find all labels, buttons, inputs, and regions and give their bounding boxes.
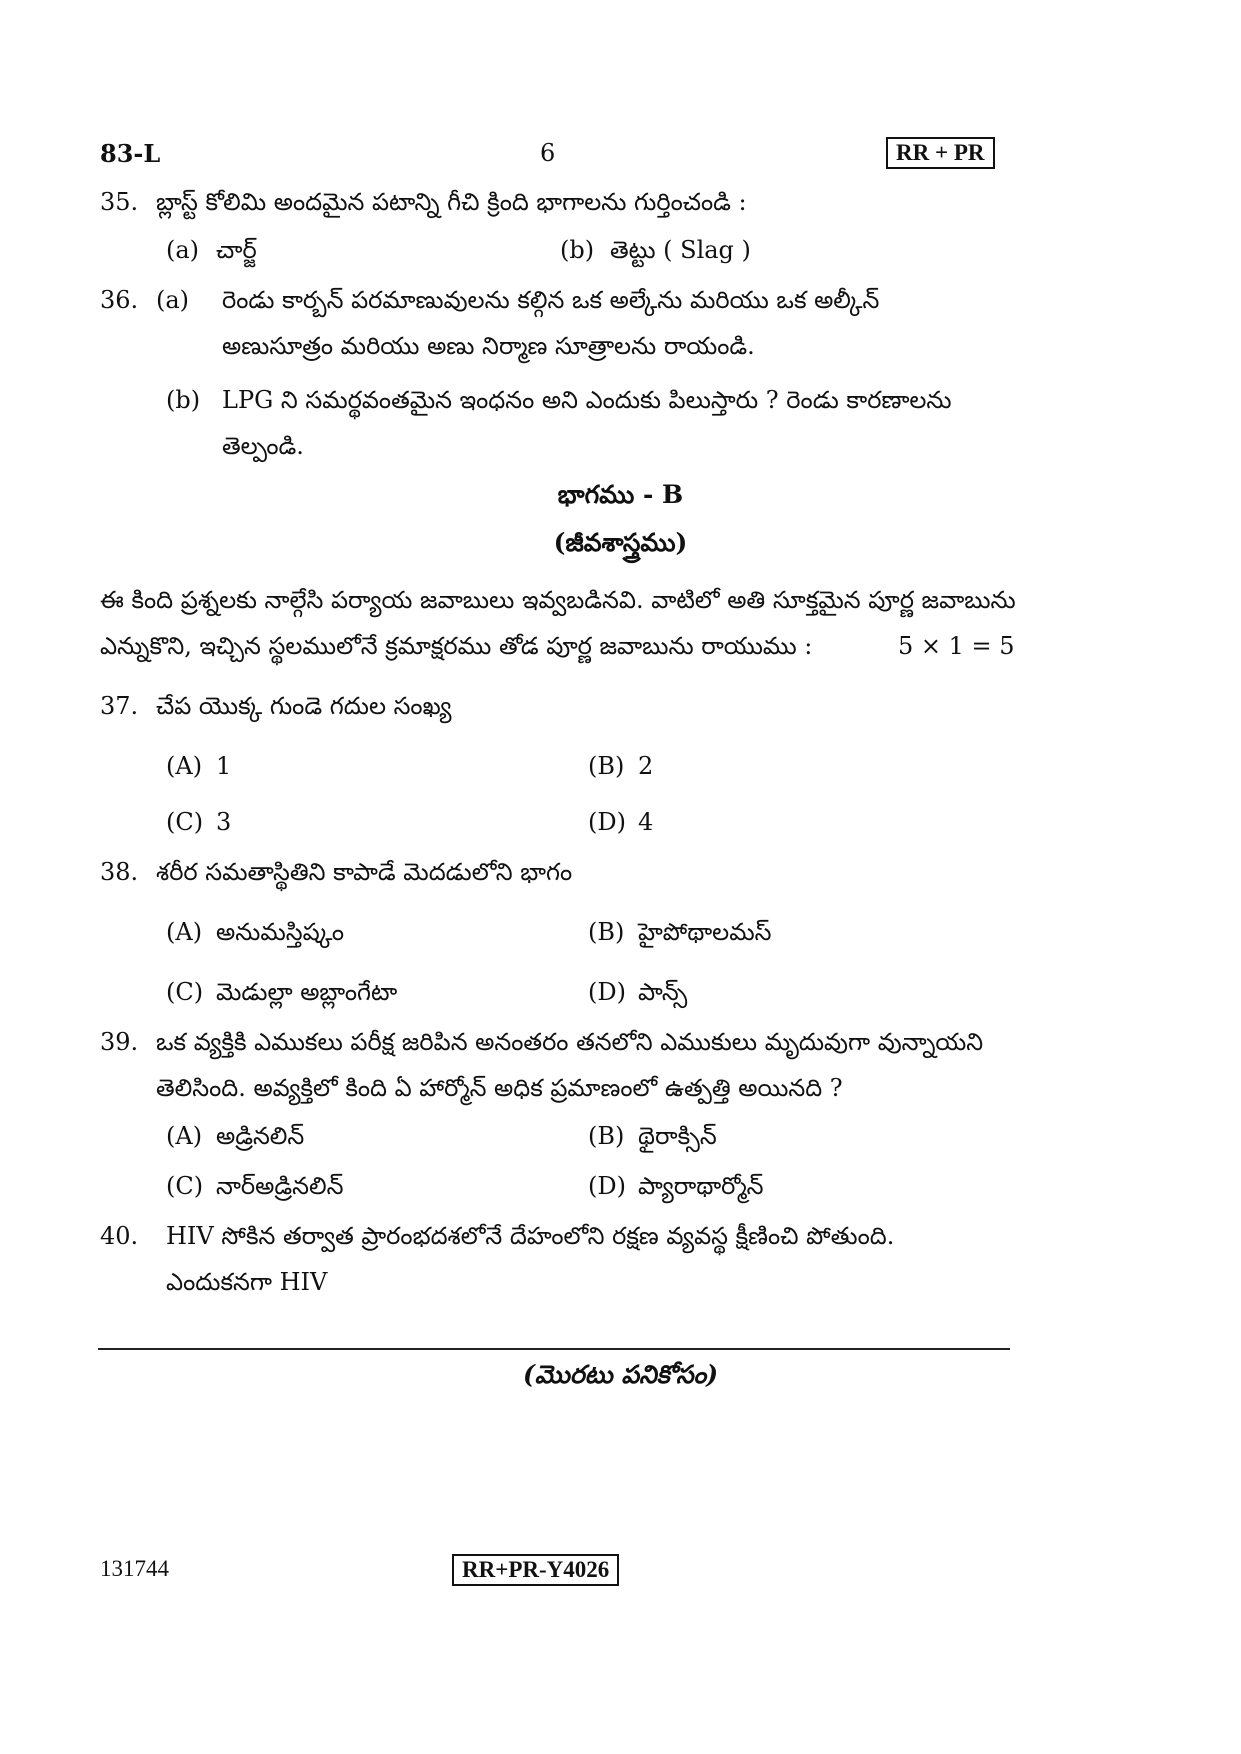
option-label: (C) bbox=[166, 978, 204, 1006]
option-label: (C) bbox=[166, 1172, 204, 1200]
option-label: (B) bbox=[588, 918, 625, 946]
text-line: HIV సోకిన తర్వాత ప్రారంభదశలోనే దేహంలోని రక్షణ వ్యవస్థ క్షీణించి పోతుంది. bbox=[166, 1222, 895, 1250]
option-label: (A) bbox=[166, 1122, 203, 1150]
option-text: చార్జ్ bbox=[216, 236, 257, 264]
text-line: LPG ని సమర్థవంతమైన ఇంధనం అని ఎందుకు పిలుస్తారు ? రెండు కారణాలను bbox=[222, 386, 952, 414]
option-c bbox=[166, 800, 231, 846]
option-label: (B) bbox=[588, 1122, 625, 1150]
option-label: (D) bbox=[588, 1172, 626, 1200]
option-text: 2 bbox=[638, 752, 654, 780]
q36b-label: (b) bbox=[166, 386, 201, 414]
option-a bbox=[166, 1114, 304, 1160]
text-line: ఎందుకనగా HIV bbox=[166, 1267, 328, 1296]
option-text: తెట్టు ( Slag ) bbox=[610, 236, 751, 264]
section-title: భాగము - B bbox=[557, 480, 684, 509]
question-number: 36. bbox=[100, 286, 139, 314]
q35-option-b bbox=[560, 228, 751, 274]
option-c bbox=[166, 1164, 343, 1210]
option-text: అనుమస్తిష్కం bbox=[216, 918, 345, 946]
question-text: చేప యొక్క గుండె గదుల సంఖ్య bbox=[156, 692, 452, 720]
instruction-line: ఈ కింది ప్రశ్నలకు నాల్గేసి పర్యాయ జవాబులు ఇవ్వబడినవి. వాటిలో అతి సూక్తమైన పూర్ణ జవాబును bbox=[100, 586, 1016, 614]
text-line: తెల్పండి. bbox=[222, 431, 304, 460]
option-b bbox=[588, 910, 771, 956]
footer-code: 131744 bbox=[100, 1556, 169, 1581]
option-text: ప్యారాథార్మోన్ bbox=[638, 1172, 764, 1200]
question-number: 37. bbox=[100, 692, 139, 720]
option-label: (D) bbox=[588, 808, 626, 836]
q36a-text bbox=[222, 278, 1012, 369]
option-label: (A) bbox=[166, 918, 203, 946]
text-line: రెండు కార్బన్ పరమాణువులను కల్గిన ఒక అల్కేను మరియు ఒక అల్కీన్ bbox=[222, 286, 880, 314]
option-text: అడ్రినలిన్ bbox=[216, 1122, 305, 1150]
question-40-text bbox=[166, 1214, 1016, 1305]
question-39-text bbox=[156, 1020, 1016, 1111]
q35-option-a bbox=[166, 228, 257, 274]
option-text: 4 bbox=[638, 808, 654, 836]
text-line: తెలిసింది. అవ్యక్తిలో కింది ఏ హార్మోన్ అధిక ప్రమాణంలో ఉత్పత్తి అయినది ? bbox=[156, 1073, 843, 1102]
option-text: మెడుల్లా అబ్లాంగేటా bbox=[216, 978, 398, 1006]
page-number: 6 bbox=[540, 139, 556, 167]
option-d bbox=[588, 970, 687, 1016]
option-text: పాన్స్ bbox=[638, 978, 688, 1006]
instruction-line: ఎన్నుకొని, ఇచ్చిన స్థలములోనే క్రమాక్షరము తోడ పూర్ణ జవాబును రాయుము : bbox=[100, 631, 813, 660]
section-instructions bbox=[100, 578, 1020, 669]
option-label: (A) bbox=[166, 752, 203, 780]
option-text: హైపోథాలమస్ bbox=[638, 918, 772, 946]
option-label: (D) bbox=[588, 978, 626, 1006]
question-number: 38. bbox=[100, 858, 139, 886]
option-b bbox=[588, 744, 653, 790]
question-36 bbox=[100, 278, 206, 324]
header-tag: RR + PR bbox=[886, 137, 995, 169]
option-text: 3 bbox=[216, 808, 232, 836]
marks-scheme: 5 × 1 = 5 bbox=[898, 632, 1015, 660]
option-label: (b) bbox=[560, 236, 595, 264]
rough-work-label: (మొరటు పనికోసం) bbox=[522, 1360, 719, 1389]
text-line: అణుసూత్రం మరియు అణు నిర్మాణ సూత్రాలను రాయండి. bbox=[222, 331, 755, 360]
option-d bbox=[588, 800, 653, 846]
option-a bbox=[166, 744, 231, 790]
section-subtitle: (జీవశాస్త్రము) bbox=[553, 528, 688, 557]
footer-series: RR+PR-Y4026 bbox=[452, 1554, 619, 1586]
option-d bbox=[588, 1164, 764, 1210]
part-label: (a) bbox=[156, 286, 190, 314]
question-text: శరీర సమతాస్థితిని కాపాడే మెదడులోని భాగం bbox=[156, 858, 573, 886]
option-text: 1 bbox=[216, 752, 232, 780]
question-39-number: 39. bbox=[100, 1028, 139, 1056]
divider-line bbox=[98, 1348, 1010, 1350]
option-text: థైరాక్సిన్ bbox=[638, 1122, 717, 1150]
option-label: (a) bbox=[166, 236, 200, 264]
option-c bbox=[166, 970, 397, 1016]
question-37 bbox=[100, 684, 451, 730]
text-line: ఒక వ్యక్తికి ఎముకలు పరీక్ష జరిపిన అనంతరం తనలోని ఎముకులు మృదువుగా వున్నాయని bbox=[156, 1028, 984, 1056]
question-40-number: 40. bbox=[100, 1222, 139, 1250]
option-a bbox=[166, 910, 344, 956]
question-text: బ్లాస్ట్ కోలిమి అందమైన పటాన్ని గీచి క్రింది భాగాలను గుర్తించండి : bbox=[156, 188, 747, 216]
paper-code: 83-L bbox=[100, 139, 161, 168]
option-b bbox=[588, 1114, 717, 1160]
question-38 bbox=[100, 850, 572, 896]
q36b-text bbox=[222, 378, 1012, 469]
option-label: (C) bbox=[166, 808, 204, 836]
option-label: (B) bbox=[588, 752, 625, 780]
question-35 bbox=[100, 180, 1020, 226]
question-number: 35. bbox=[100, 188, 139, 216]
option-text: నార్అడ్రినలిన్ bbox=[216, 1172, 344, 1200]
